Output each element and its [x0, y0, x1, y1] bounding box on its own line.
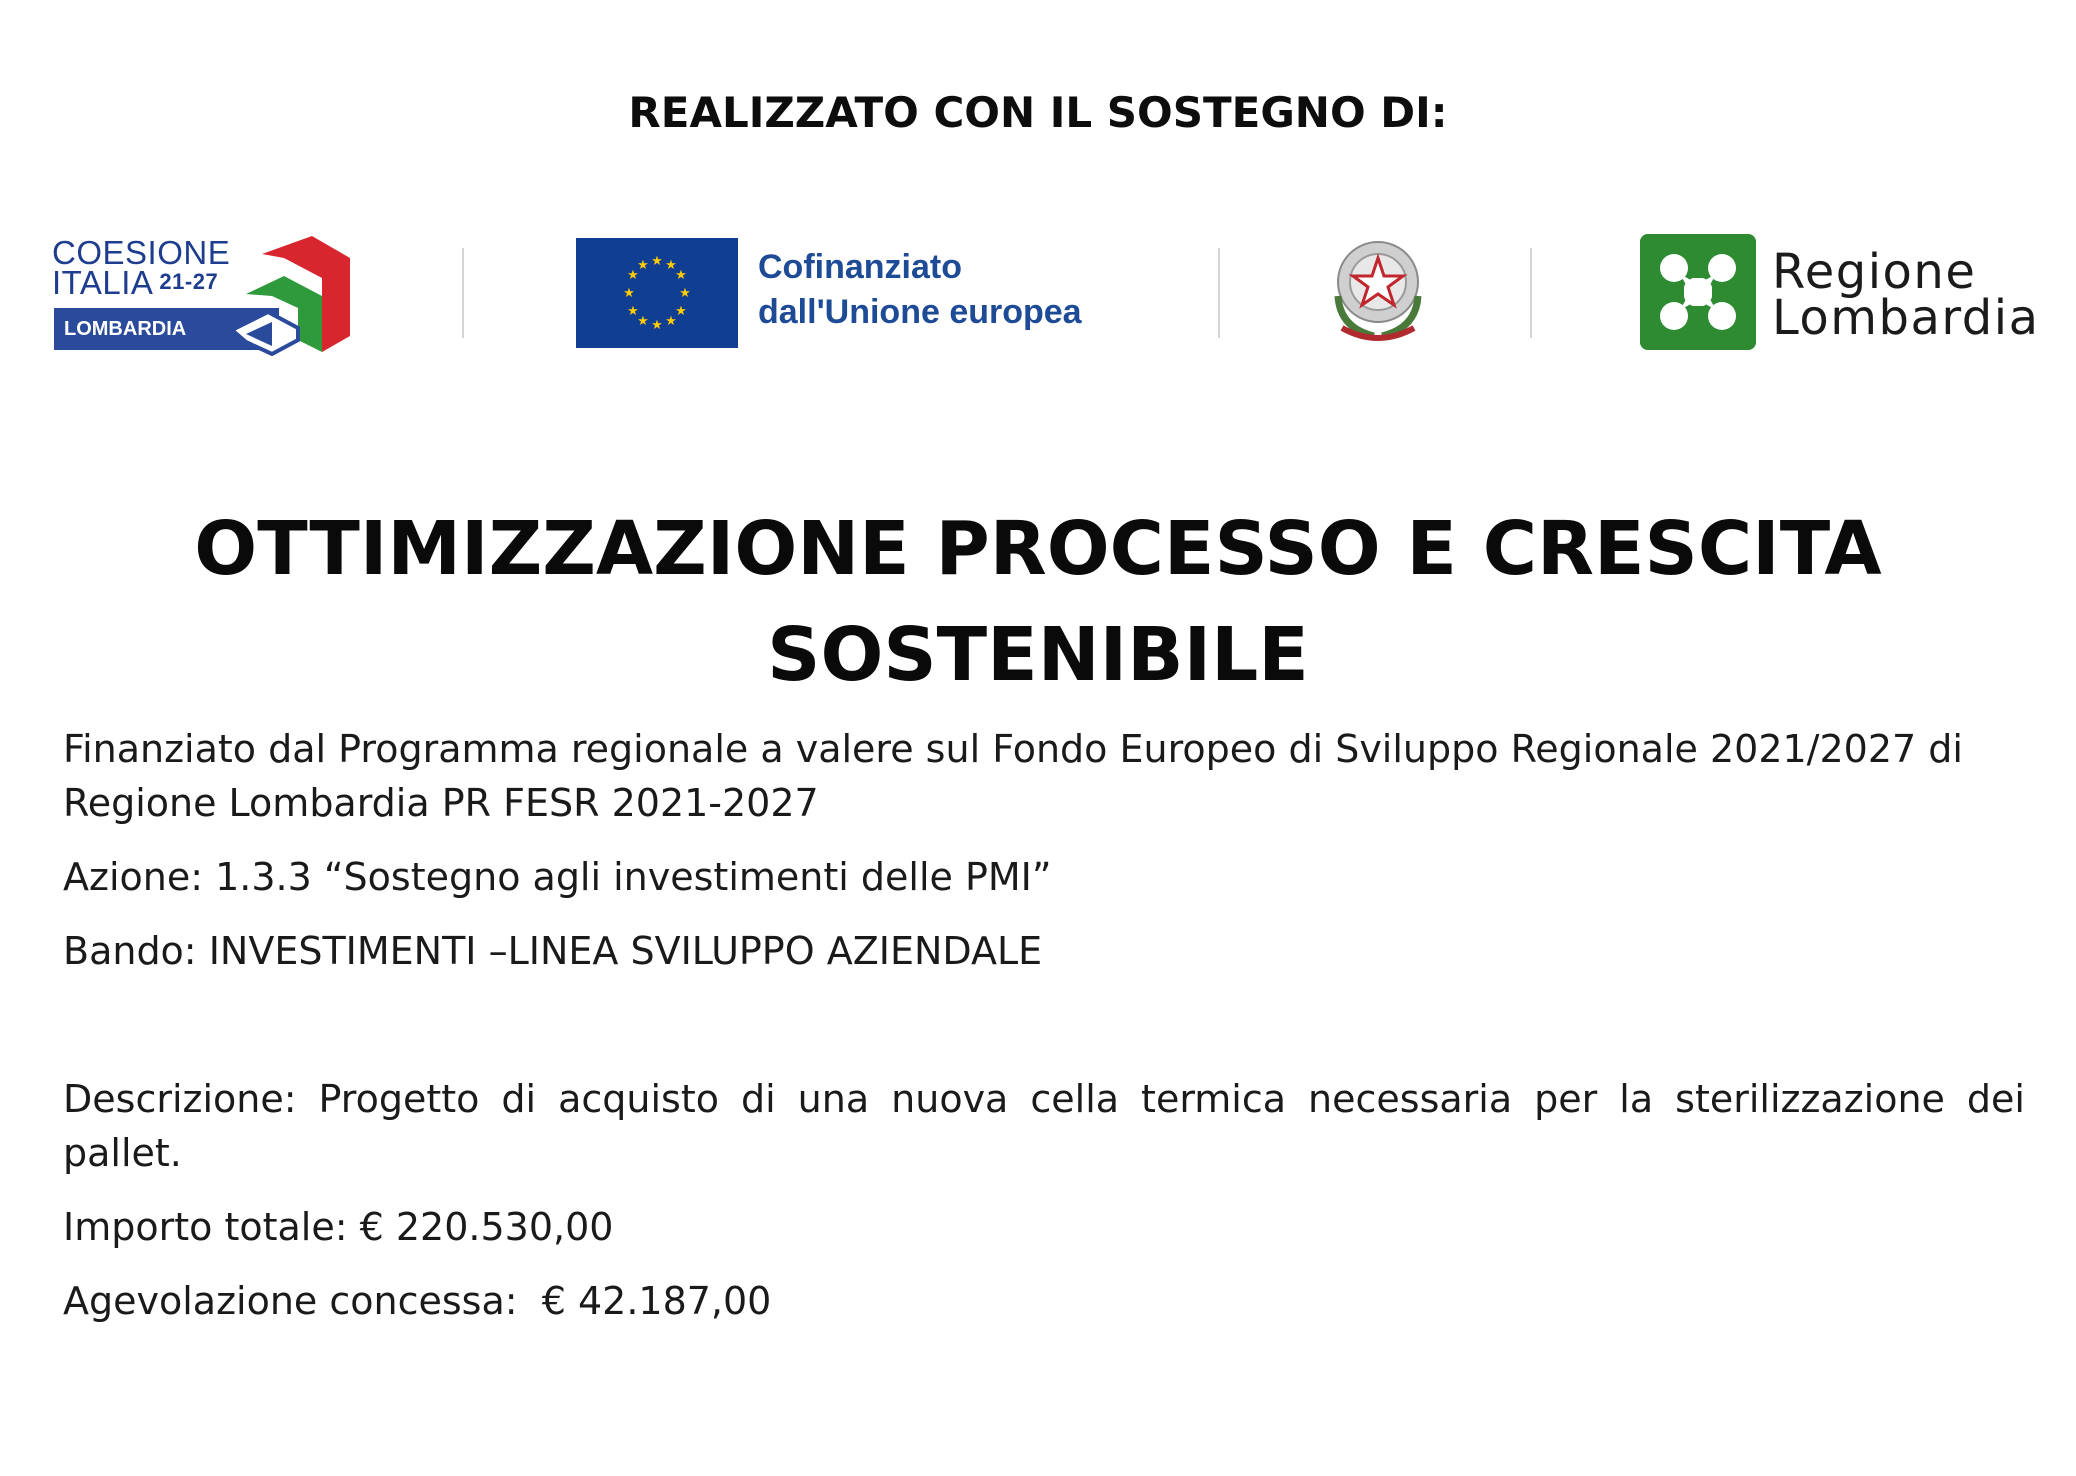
azione-line: Azione: 1.3.3 “Sostegno agli investimenti delle PMI” — [63, 855, 1052, 899]
coesione-logo-region: LOMBARDIA — [54, 308, 279, 350]
svg-text:★: ★ — [651, 318, 663, 333]
coesione-italia-logo — [52, 232, 352, 362]
svg-text:★: ★ — [679, 286, 691, 301]
coesione-logo-country — [52, 266, 218, 299]
svg-text:★: ★ — [637, 258, 649, 273]
lombardia-rose-icon — [1640, 234, 1756, 350]
eu-logo-text-line1: Cofinanziato — [758, 248, 962, 286]
regione-lombardia-logo — [1640, 234, 2060, 352]
svg-text:★: ★ — [675, 268, 687, 283]
financing-statement: Finanziato dal Programma regionale a valere sul Fondo Europeo di Sviluppo Regionale 2021/2027 di Regione Lombardia PR FESR 2021-2027 — [63, 727, 1963, 825]
republic-emblem-icon — [1328, 236, 1428, 348]
svg-text:★: ★ — [637, 314, 649, 329]
eu-flag-icon — [576, 238, 738, 348]
lombardia-logo-text-line1: Regione — [1772, 244, 1977, 300]
eu-cofinanced-logo — [576, 238, 1116, 350]
importo-totale-line: Importo totale: € 220.530,00 — [63, 1205, 614, 1249]
agevolazione-line: Agevolazione concessa: € 42.187,00 — [63, 1279, 772, 1323]
coesione-logo-text: COESIONE — [52, 234, 231, 271]
bando-line: Bando: INVESTIMENTI –LINEA SVILUPPO AZIENDALE — [63, 929, 1043, 973]
project-title-line1: OTTIMIZZAZIONE PROCESSO E CRESCITA — [194, 506, 1882, 592]
project-title-line2: SOSTENIBILE — [767, 612, 1309, 698]
supported-by-heading: REALIZZATO CON IL SOSTEGNO DI: — [628, 88, 1448, 137]
lombardia-logo-text-line2: Lombardia — [1772, 290, 2040, 346]
coesione-arrow-icon — [232, 236, 352, 356]
coesione-logo-years: 21-27 — [159, 269, 219, 294]
logo-divider — [462, 248, 464, 338]
svg-text:★: ★ — [623, 286, 635, 301]
eu-logo-text-line2: dall'Unione europea — [758, 293, 1082, 331]
logo-divider — [1218, 248, 1220, 338]
descrizione-paragraph: Descrizione: Progetto di acquisto di una nuova cella termica necessaria per la sterilizzazione dei pallet. — [63, 1077, 2025, 1175]
svg-text:★: ★ — [627, 268, 639, 283]
svg-text:★: ★ — [665, 314, 677, 329]
coesione-logo-country-text: ITALIA — [52, 264, 154, 301]
logo-divider — [1530, 248, 1532, 338]
italian-republic-emblem — [1328, 236, 1428, 348]
svg-text:★: ★ — [651, 254, 663, 269]
project-title — [0, 496, 2076, 708]
svg-text:★: ★ — [665, 258, 677, 273]
svg-text:★: ★ — [627, 304, 639, 319]
svg-text:★: ★ — [675, 304, 687, 319]
